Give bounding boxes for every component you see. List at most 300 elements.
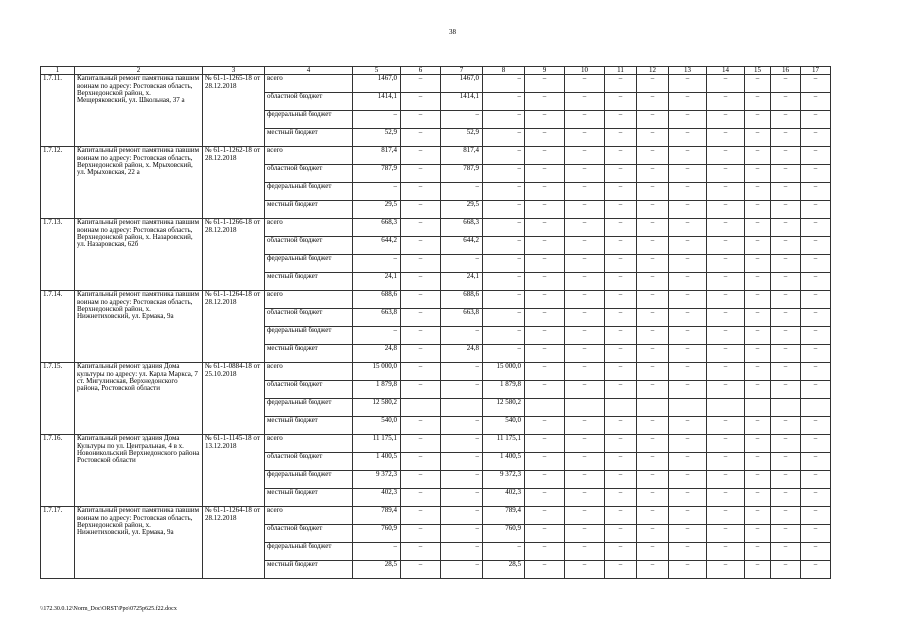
value-col-15: –	[745, 165, 771, 183]
value-col-12: –	[637, 111, 669, 129]
value-col-11: –	[605, 147, 637, 165]
value-col-5: 52,9	[353, 129, 401, 147]
header-cell: 17	[801, 67, 831, 75]
value-col-12: –	[637, 147, 669, 165]
value-col-14: –	[707, 129, 745, 147]
value-col-12: –	[637, 75, 669, 93]
item-number: 1.7.17.	[41, 507, 75, 579]
value-col-8: –	[483, 309, 525, 327]
value-col-5: –	[353, 327, 401, 345]
value-col-5: –	[353, 543, 401, 561]
value-col-10: –	[565, 129, 605, 147]
value-col-6: –	[401, 543, 441, 561]
value-col-13: –	[669, 201, 707, 219]
header-cell: 9	[525, 67, 565, 75]
value-col-17: –	[801, 561, 831, 579]
value-col-6: –	[401, 75, 441, 93]
value-col-5: 12 580,2	[353, 399, 401, 417]
value-col-13	[669, 399, 707, 417]
value-col-7: –	[441, 381, 483, 399]
value-col-8: –	[483, 111, 525, 129]
funding-source: всего	[265, 507, 353, 525]
value-col-9: –	[525, 255, 565, 273]
item-number: 1.7.16.	[41, 435, 75, 507]
value-col-5: 760,9	[353, 525, 401, 543]
value-col-17: –	[801, 147, 831, 165]
item-document: № 61-1-1266-18 от 28.12.2018	[203, 219, 265, 291]
value-col-5: 11 175,1	[353, 435, 401, 453]
value-col-16: –	[771, 273, 801, 291]
value-col-12: –	[637, 489, 669, 507]
value-col-11: –	[605, 327, 637, 345]
value-col-10: –	[565, 111, 605, 129]
value-col-14: –	[707, 75, 745, 93]
value-col-12: –	[637, 363, 669, 381]
funding-source: федеральный бюджет	[265, 255, 353, 273]
value-col-10: –	[565, 381, 605, 399]
value-col-16	[771, 399, 801, 417]
value-col-15: –	[745, 381, 771, 399]
item-name: Капитальный ремонт памятника павшим воинам по адресу: Ростовская область, Верхнедонской район, х. Назаровский, ул. Назаровская, 62б	[75, 219, 203, 291]
value-col-13: –	[669, 273, 707, 291]
value-col-8: 15 000,0	[483, 363, 525, 381]
value-col-12: –	[637, 273, 669, 291]
value-col-7: 24,8	[441, 345, 483, 363]
table-row	[41, 147, 831, 165]
value-col-11: –	[605, 453, 637, 471]
funding-source: областной бюджет	[265, 237, 353, 255]
value-col-7: 663,8	[441, 309, 483, 327]
value-col-7: –	[441, 255, 483, 273]
value-col-7: 1414,1	[441, 93, 483, 111]
value-col-15: –	[745, 129, 771, 147]
value-col-13: –	[669, 183, 707, 201]
value-col-15: –	[745, 417, 771, 435]
value-col-8: 9 372,3	[483, 471, 525, 489]
value-col-10: –	[565, 309, 605, 327]
table-row	[41, 363, 831, 381]
value-col-16: –	[771, 525, 801, 543]
table-row	[41, 75, 831, 93]
table-row	[41, 219, 831, 237]
value-col-15: –	[745, 75, 771, 93]
value-col-15: –	[745, 435, 771, 453]
value-col-17: –	[801, 183, 831, 201]
value-col-10: –	[565, 201, 605, 219]
value-col-14: –	[707, 219, 745, 237]
page-number: 38	[449, 28, 456, 36]
value-col-17: –	[801, 381, 831, 399]
value-col-17: –	[801, 417, 831, 435]
value-col-14: –	[707, 255, 745, 273]
value-col-17: –	[801, 273, 831, 291]
value-col-13: –	[669, 255, 707, 273]
value-col-14: –	[707, 291, 745, 309]
header-cell: 1	[41, 67, 75, 75]
funding-source: местный бюджет	[265, 273, 353, 291]
value-col-9: –	[525, 525, 565, 543]
value-col-5: –	[353, 183, 401, 201]
value-col-9: –	[525, 453, 565, 471]
value-col-15: –	[745, 147, 771, 165]
value-col-15: –	[745, 255, 771, 273]
value-col-10: –	[565, 507, 605, 525]
value-col-11: –	[605, 471, 637, 489]
value-col-13: –	[669, 291, 707, 309]
value-col-8: 402,3	[483, 489, 525, 507]
header-cell: 16	[771, 67, 801, 75]
value-col-17: –	[801, 219, 831, 237]
value-col-8: 789,4	[483, 507, 525, 525]
value-col-5: 402,3	[353, 489, 401, 507]
funding-source: всего	[265, 75, 353, 93]
value-col-14: –	[707, 183, 745, 201]
value-col-13: –	[669, 381, 707, 399]
value-col-8: –	[483, 75, 525, 93]
value-col-7: –	[441, 111, 483, 129]
funding-source: всего	[265, 363, 353, 381]
value-col-15: –	[745, 309, 771, 327]
value-col-5: 663,8	[353, 309, 401, 327]
value-col-6: –	[401, 417, 441, 435]
budget-table	[40, 66, 831, 579]
value-col-16: –	[771, 93, 801, 111]
value-col-6: –	[401, 525, 441, 543]
value-col-13: –	[669, 327, 707, 345]
value-col-10: –	[565, 255, 605, 273]
header-cell: 6	[401, 67, 441, 75]
value-col-8: –	[483, 183, 525, 201]
header-cell: 10	[565, 67, 605, 75]
value-col-13: –	[669, 129, 707, 147]
value-col-15: –	[745, 489, 771, 507]
funding-source: всего	[265, 219, 353, 237]
funding-source: областной бюджет	[265, 165, 353, 183]
value-col-17: –	[801, 327, 831, 345]
item-name: Капитальный ремонт здания Дома Культуры по ул. Центральная, 4 в х. Новоникольский Верхнедонского района Ростовской области	[75, 435, 203, 507]
header-row	[41, 67, 831, 75]
item-number: 1.7.15.	[41, 363, 75, 435]
value-col-15: –	[745, 453, 771, 471]
value-col-6: –	[401, 111, 441, 129]
value-col-14: –	[707, 471, 745, 489]
value-col-11: –	[605, 129, 637, 147]
value-col-15: –	[745, 237, 771, 255]
value-col-5: 817,4	[353, 147, 401, 165]
value-col-11: –	[605, 525, 637, 543]
value-col-14: –	[707, 345, 745, 363]
value-col-10: –	[565, 435, 605, 453]
funding-source: областной бюджет	[265, 381, 353, 399]
value-col-12: –	[637, 561, 669, 579]
value-col-12: –	[637, 309, 669, 327]
value-col-6: –	[401, 561, 441, 579]
value-col-5: 24,8	[353, 345, 401, 363]
funding-source: областной бюджет	[265, 309, 353, 327]
value-col-16: –	[771, 111, 801, 129]
value-col-11: –	[605, 219, 637, 237]
value-col-10: –	[565, 471, 605, 489]
value-col-6: –	[401, 273, 441, 291]
value-col-12: –	[637, 471, 669, 489]
value-col-13: –	[669, 471, 707, 489]
value-col-8: –	[483, 255, 525, 273]
value-col-16: –	[771, 453, 801, 471]
value-col-13: –	[669, 147, 707, 165]
value-col-17: –	[801, 489, 831, 507]
value-col-16: –	[771, 165, 801, 183]
value-col-13: –	[669, 525, 707, 543]
funding-source: местный бюджет	[265, 201, 353, 219]
value-col-10: –	[565, 219, 605, 237]
value-col-16: –	[771, 309, 801, 327]
value-col-9: –	[525, 435, 565, 453]
value-col-16: –	[771, 147, 801, 165]
value-col-16: –	[771, 381, 801, 399]
header-cell: 3	[203, 67, 265, 75]
value-col-14: –	[707, 435, 745, 453]
value-col-15	[745, 399, 771, 417]
value-col-14: –	[707, 147, 745, 165]
value-col-8: –	[483, 327, 525, 345]
funding-source: местный бюджет	[265, 489, 353, 507]
value-col-9: –	[525, 237, 565, 255]
value-col-9: –	[525, 363, 565, 381]
value-col-5: 1 879,8	[353, 381, 401, 399]
value-col-17: –	[801, 237, 831, 255]
value-col-16: –	[771, 183, 801, 201]
item-document: № 61-1-1145-18 от 13.12.2018	[203, 435, 265, 507]
value-col-9: –	[525, 345, 565, 363]
value-col-12: –	[637, 255, 669, 273]
value-col-13: –	[669, 111, 707, 129]
value-col-14: –	[707, 363, 745, 381]
header-cell: 2	[75, 67, 203, 75]
value-col-9: –	[525, 507, 565, 525]
value-col-15: –	[745, 561, 771, 579]
value-col-13: –	[669, 75, 707, 93]
item-number: 1.7.13.	[41, 219, 75, 291]
value-col-5: 1 400,5	[353, 453, 401, 471]
value-col-13: –	[669, 417, 707, 435]
item-number: 1.7.12.	[41, 147, 75, 219]
value-col-9	[525, 399, 565, 417]
value-col-16: –	[771, 327, 801, 345]
value-col-9: –	[525, 327, 565, 345]
item-number: 1.7.14.	[41, 291, 75, 363]
value-col-17: –	[801, 75, 831, 93]
value-col-14: –	[707, 507, 745, 525]
value-col-17: –	[801, 525, 831, 543]
value-col-7: 688,6	[441, 291, 483, 309]
value-col-9: –	[525, 111, 565, 129]
value-col-7: –	[441, 183, 483, 201]
value-col-12: –	[637, 381, 669, 399]
value-col-5: 787,9	[353, 165, 401, 183]
value-col-16: –	[771, 543, 801, 561]
value-col-8: –	[483, 273, 525, 291]
value-col-7: –	[441, 417, 483, 435]
value-col-8: 1 400,5	[483, 453, 525, 471]
funding-source: федеральный бюджет	[265, 399, 353, 417]
value-col-13: –	[669, 219, 707, 237]
value-col-13: –	[669, 489, 707, 507]
value-col-6: –	[401, 255, 441, 273]
value-col-11: –	[605, 201, 637, 219]
value-col-15: –	[745, 525, 771, 543]
value-col-7: –	[441, 489, 483, 507]
value-col-12: –	[637, 183, 669, 201]
value-col-6: –	[401, 453, 441, 471]
value-col-8: –	[483, 165, 525, 183]
funding-source: федеральный бюджет	[265, 183, 353, 201]
value-col-7: 817,4	[441, 147, 483, 165]
value-col-9: –	[525, 183, 565, 201]
value-col-17: –	[801, 471, 831, 489]
header-cell: 13	[669, 67, 707, 75]
header-cell: 12	[637, 67, 669, 75]
value-col-16: –	[771, 201, 801, 219]
value-col-9: –	[525, 147, 565, 165]
value-col-17: –	[801, 201, 831, 219]
funding-source: федеральный бюджет	[265, 111, 353, 129]
funding-source: всего	[265, 291, 353, 309]
value-col-16: –	[771, 489, 801, 507]
header-cell: 11	[605, 67, 637, 75]
header-cell: 5	[353, 67, 401, 75]
value-col-11: –	[605, 309, 637, 327]
funding-source: федеральный бюджет	[265, 471, 353, 489]
value-col-16: –	[771, 507, 801, 525]
value-col-16: –	[771, 417, 801, 435]
value-col-15: –	[745, 291, 771, 309]
value-col-14: –	[707, 561, 745, 579]
value-col-15: –	[745, 543, 771, 561]
value-col-11: –	[605, 543, 637, 561]
value-col-17: –	[801, 291, 831, 309]
funding-source: областной бюджет	[265, 525, 353, 543]
value-col-7: –	[441, 561, 483, 579]
value-col-14	[707, 399, 745, 417]
value-col-7: –	[441, 435, 483, 453]
value-col-17: –	[801, 93, 831, 111]
value-col-10: –	[565, 93, 605, 111]
value-col-6: –	[401, 291, 441, 309]
value-col-15: –	[745, 363, 771, 381]
value-col-14: –	[707, 201, 745, 219]
value-col-12: –	[637, 219, 669, 237]
value-col-17: –	[801, 111, 831, 129]
funding-source: всего	[265, 147, 353, 165]
value-col-16: –	[771, 75, 801, 93]
value-col-10: –	[565, 561, 605, 579]
funding-source: местный бюджет	[265, 345, 353, 363]
value-col-5: 688,6	[353, 291, 401, 309]
funding-source: областной бюджет	[265, 453, 353, 471]
value-col-5: 24,1	[353, 273, 401, 291]
value-col-15: –	[745, 219, 771, 237]
value-col-8: –	[483, 219, 525, 237]
value-col-8: 1 879,8	[483, 381, 525, 399]
value-col-6: –	[401, 507, 441, 525]
value-col-13: –	[669, 93, 707, 111]
funding-source: областной бюджет	[265, 93, 353, 111]
value-col-5: 668,3	[353, 219, 401, 237]
value-col-7: 52,9	[441, 129, 483, 147]
header-cell: 14	[707, 67, 745, 75]
value-col-16: –	[771, 345, 801, 363]
item-document: № 61-1-0884-18 от 25.10.2018	[203, 363, 265, 435]
value-col-8: 540,0	[483, 417, 525, 435]
value-col-13: –	[669, 345, 707, 363]
value-col-11: –	[605, 345, 637, 363]
value-col-15: –	[745, 111, 771, 129]
item-document: № 61-1-1264-18 от 28.12.2018	[203, 507, 265, 579]
value-col-12: –	[637, 291, 669, 309]
value-col-5: 29,5	[353, 201, 401, 219]
value-col-8: –	[483, 291, 525, 309]
value-col-15: –	[745, 201, 771, 219]
value-col-10: –	[565, 237, 605, 255]
value-col-10: –	[565, 363, 605, 381]
value-col-15: –	[745, 507, 771, 525]
value-col-9: –	[525, 381, 565, 399]
value-col-11: –	[605, 111, 637, 129]
value-col-14: –	[707, 543, 745, 561]
funding-source: всего	[265, 435, 353, 453]
value-col-6: –	[401, 201, 441, 219]
value-col-7: –	[441, 453, 483, 471]
value-col-5: –	[353, 255, 401, 273]
value-col-9: –	[525, 417, 565, 435]
item-name: Капитальный ремонт памятника павшим воинам по адресу: Ростовская область, Верхнедонской район, х. Нижнетиховский, ул. Ермака, 9а	[75, 507, 203, 579]
value-col-10: –	[565, 327, 605, 345]
value-col-6: –	[401, 471, 441, 489]
value-col-9: –	[525, 75, 565, 93]
value-col-8: 760,9	[483, 525, 525, 543]
value-col-9: –	[525, 471, 565, 489]
value-col-9: –	[525, 93, 565, 111]
value-col-10: –	[565, 525, 605, 543]
value-col-13: –	[669, 435, 707, 453]
value-col-6: –	[401, 93, 441, 111]
value-col-9: –	[525, 309, 565, 327]
item-name: Капитальный ремонт здания Дома культуры по адресу: ул. Карла Маркса, 7 ст. Мигулинская, Верхнедонского района, Ростовской области	[75, 363, 203, 435]
value-col-17: –	[801, 453, 831, 471]
value-col-11: –	[605, 381, 637, 399]
value-col-12: –	[637, 543, 669, 561]
header-cell: 4	[265, 67, 353, 75]
value-col-16: –	[771, 471, 801, 489]
item-document: № 61-1-1265-18 от 28.12.2018	[203, 75, 265, 147]
value-col-17: –	[801, 309, 831, 327]
value-col-10: –	[565, 273, 605, 291]
value-col-5: 789,4	[353, 507, 401, 525]
value-col-14: –	[707, 111, 745, 129]
value-col-6: –	[401, 435, 441, 453]
value-col-14: –	[707, 273, 745, 291]
value-col-13: –	[669, 561, 707, 579]
value-col-11: –	[605, 183, 637, 201]
value-col-15: –	[745, 345, 771, 363]
value-col-7: 1467,0	[441, 75, 483, 93]
value-col-11: –	[605, 291, 637, 309]
value-col-15: –	[745, 273, 771, 291]
value-col-8: –	[483, 543, 525, 561]
value-col-13: –	[669, 309, 707, 327]
value-col-12: –	[637, 525, 669, 543]
value-col-8: 11 175,1	[483, 435, 525, 453]
